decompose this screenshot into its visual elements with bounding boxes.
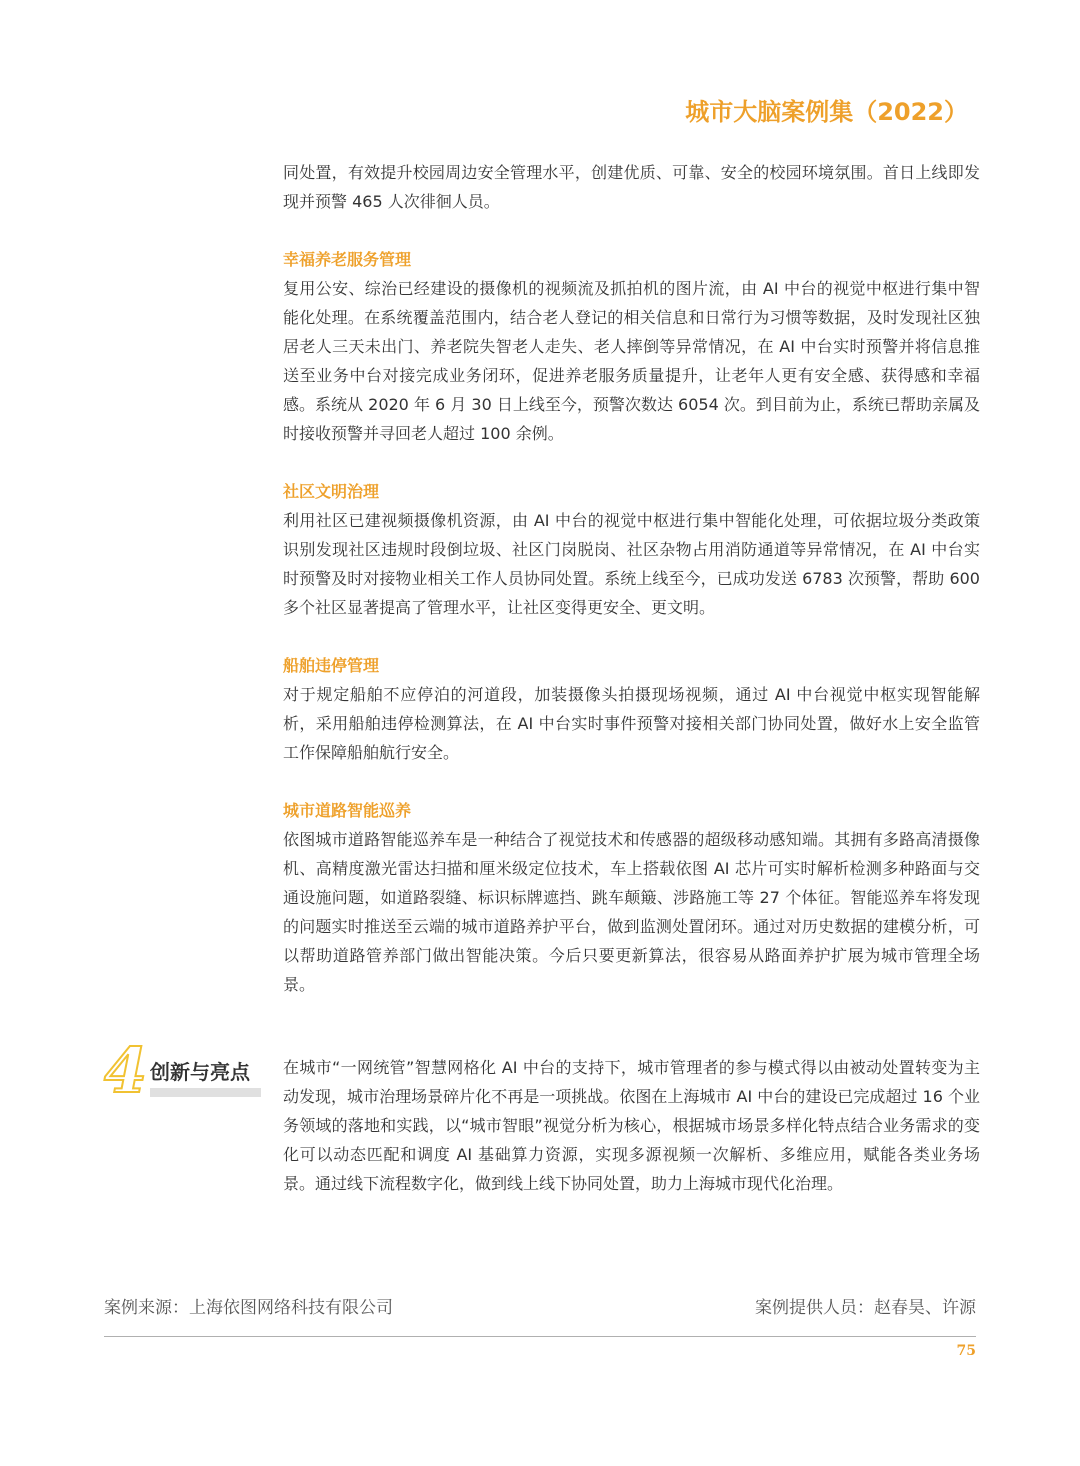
highlight-paragraph: 在城市“一网统管”智慧网格化 AI 中台的支持下，城市管理者的参与模式得以由被动处置转变为主动发现，城市治理场景碎片化不再是一项挑战。依图在上海城市 AI 中台的建设已完成超过 16 个业务领域的落地和实践，以“城市智眼”视觉分析为核心，根据城市场景多样化特点结合业务需求的变化可以动态匹配和调度 AI 基础算力资源，实现多源视频一次解析、多维应用，赋能各类业务场景。通过线下流程数字化，做到线上线下协同处置，助力上海城市现代化治理。 [283,1058,980,1193]
intro-paragraph: 同处置，有效提升校园周边安全管理水平，创建优质、可靠、安全的校园环境氛围。首日上线即发现并预警 465 人次徘徊人员。 [283,163,980,211]
case-source: 案例来源：上海依图网络科技有限公司 [104,1298,393,1318]
page-header-title: 城市大脑案例集（2022） [685,98,968,126]
section-road-patrol [283,796,980,999]
section-number-four: 4 [104,1034,148,1107]
page-number: 75 [956,1343,976,1359]
section-heading: 船舶违停管理 [283,656,380,675]
highlight-title: 创新与亮点 [150,1060,250,1084]
highlight-block [283,1053,980,1198]
highlight-underline-bar [150,1088,261,1097]
section-ship-parking [283,651,980,767]
section-community-civility [283,477,980,622]
section-elderly-care [283,245,980,448]
section-body: 利用社区已建视频摄像机资源，由 AI 中台的视觉中枢进行集中智能化处理，可依据垃圾分类政策识别发现社区违规时段倒垃圾、社区门岗脱岗、社区杂物占用消防通道等异常情况，在 AI 中台实时预警及时对接物业相关工作人员协同处置。系统上线至今，已成功发送 6783 次预警，帮助 600 多个社区显著提高了管理水平，让社区变得更安全、更文明。 [283,511,980,617]
footer-divider [104,1336,976,1337]
section-body: 依图城市道路智能巡养车是一种结合了视觉技术和传感器的超级移动感知端。其拥有多路高清摄像机、高精度激光雷达扫描和厘米级定位技术，车上搭载依图 AI 芯片可实时解析检测多种路面与交通设施问题，如道路裂缝、标识标牌遮挡、跳车颠簸、涉路施工等 27 个体征。智能巡养车将发现的问题实时推送至云端的城市道路养护平台，做到监测处置闭环。通过对历史数据的建模分析，可以帮助道路管养部门做出智能决策。今后只要更新算法，很容易从路面养护扩展为城市管理全场景。 [283,830,980,994]
intro-block [283,158,980,216]
highlight-label [104,1034,264,1107]
main-content [283,158,980,999]
section-heading: 社区文明治理 [283,482,380,501]
section-body: 对于规定船舶不应停泊的河道段，加装摄像头拍摄现场视频，通过 AI 中台视觉中枢实现智能解析，采用船舶违停检测算法，在 AI 中台实时事件预警对接相关部门协同处置，做好水上安全监管工作保障船舶航行安全。 [283,685,980,762]
section-body: 复用公安、综治已经建设的摄像机的视频流及抓拍机的图片流，由 AI 中台的视觉中枢进行集中智能化处理。在系统覆盖范围内，结合老人登记的相关信息和日常行为习惯等数据，及时发现社区独居老人三天未出门、养老院失智老人走失、老人摔倒等异常情况，在 AI 中台实时预警并将信息推送至业务中台对接完成业务闭环，促进养老服务质量提升，让老年人更有安全感、获得感和幸福感。系统从 2020 年 6 月 30 日上线至今，预警次数达 6054 次。到目前为止，系统已帮助亲属及时接收预警并寻回老人超过 100 余例。 [283,279,980,443]
case-contributors: 案例提供人员：赵春昊、许源 [755,1298,976,1318]
section-heading: 城市道路智能巡养 [283,801,412,820]
section-heading: 幸福养老服务管理 [283,250,412,269]
